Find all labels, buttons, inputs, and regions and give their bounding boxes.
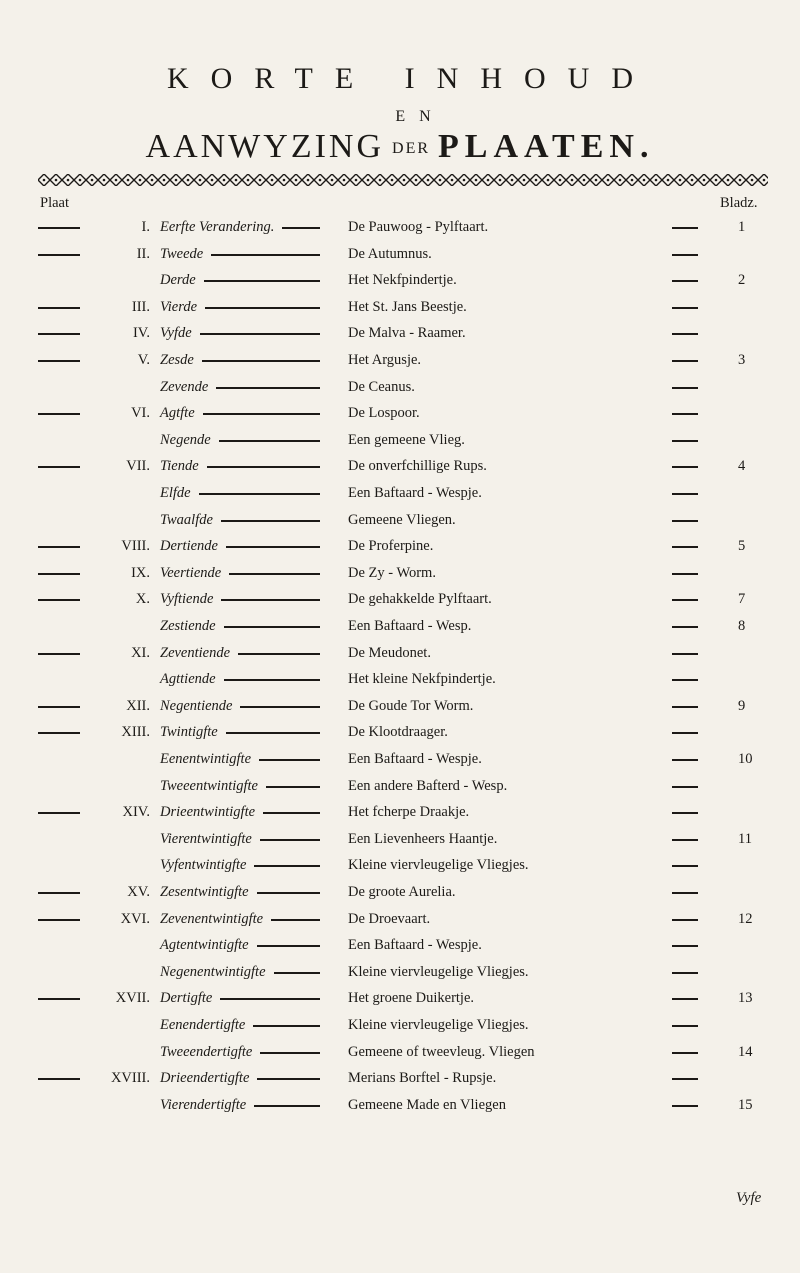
plaat-dash xyxy=(38,227,80,229)
plaat-dash xyxy=(38,1078,80,1080)
stage-name: Drieendertigfte xyxy=(160,1070,250,1087)
contents-row xyxy=(0,747,800,772)
stage-name: Twintigfte xyxy=(160,724,218,741)
contents-row xyxy=(0,268,800,293)
stage-name: Vyftiende xyxy=(160,591,214,608)
subject-text: De Lospoor. xyxy=(348,405,420,422)
contents-row xyxy=(0,1093,800,1118)
name-dash xyxy=(226,546,320,548)
subject-text: Merians Borftel - Rupsje. xyxy=(348,1070,497,1087)
column-header-bladz: Bladz. xyxy=(720,195,758,211)
name-dash xyxy=(257,945,320,947)
subject-text: Kleine viervleugelige Vliegjes. xyxy=(348,963,529,980)
stage-name: Vyfentwintigfte xyxy=(160,857,247,874)
subject-text: De Klootdraager. xyxy=(348,724,448,741)
subject-text: De Ceanus. xyxy=(348,378,415,395)
subject-text: Het Nekfpindertje. xyxy=(348,272,457,289)
subject-text: Het groene Duikertje. xyxy=(348,990,475,1007)
title-plaaten-word: PLAATEN. xyxy=(438,128,655,165)
plate-number: XIII. xyxy=(121,724,150,741)
name-dash xyxy=(205,307,320,309)
stage-name: Vierde xyxy=(160,298,198,315)
page-dash xyxy=(672,1025,698,1027)
plate-number: II. xyxy=(136,245,150,262)
subject-text: Een gemeene Vlieg. xyxy=(348,431,465,448)
page-number: 12 xyxy=(738,910,753,927)
name-dash xyxy=(220,998,320,1000)
page-number: 11 xyxy=(738,830,752,847)
stage-name: Drieentwintigfte xyxy=(160,804,256,821)
name-dash xyxy=(216,387,320,389)
subject-text: De Proferpine. xyxy=(348,538,434,555)
title-aanwyzing xyxy=(0,128,800,166)
page-dash xyxy=(672,599,698,601)
plaat-dash xyxy=(38,653,80,655)
page-number: 3 xyxy=(738,352,746,368)
column-header-row xyxy=(0,191,800,216)
contents-row xyxy=(0,375,800,400)
stage-name: Vierendertigfte xyxy=(160,1096,247,1113)
page-dash xyxy=(672,865,698,867)
stage-name: Agttiende xyxy=(160,671,216,688)
subject-text: De gehakkelde Pylftaart. xyxy=(348,591,492,608)
page-dash xyxy=(672,227,698,229)
plaat-dash xyxy=(38,812,80,814)
page-dash xyxy=(672,254,698,256)
page-dash xyxy=(672,307,698,309)
stage-name: Dertigfte xyxy=(160,990,213,1007)
stage-name: Zesentwintigfte xyxy=(160,884,249,900)
page-dash xyxy=(672,972,698,974)
plate-number: IV. xyxy=(132,325,150,342)
page-dash xyxy=(672,387,698,389)
page-dash xyxy=(672,573,698,575)
name-dash xyxy=(253,1025,320,1027)
stage-name: Zevende xyxy=(160,378,209,395)
subject-text: Gemeene Made en Vliegen xyxy=(348,1096,506,1113)
subject-text: Gemeene of tweevleug. Vliegen xyxy=(348,1043,535,1060)
page-dash xyxy=(672,759,698,761)
plate-number: X. xyxy=(135,591,150,608)
contents-row xyxy=(0,428,800,453)
subject-text: De Droevaart. xyxy=(348,910,431,927)
contents-row xyxy=(0,827,800,852)
name-dash xyxy=(257,892,320,894)
page-dash xyxy=(672,786,698,788)
subject-text: De Zy - Worm. xyxy=(348,564,436,581)
name-dash xyxy=(254,1105,320,1107)
subject-text: Een Baftaard - Wespje. xyxy=(348,485,482,501)
stage-name: Zevenentwintigfte xyxy=(160,910,264,927)
stage-name: Elfde xyxy=(160,485,191,501)
name-dash xyxy=(204,280,320,282)
plate-number: VII. xyxy=(126,458,150,475)
subject-text: Een Baftaard - Wespje. xyxy=(348,937,482,954)
name-dash xyxy=(219,440,320,442)
page-dash xyxy=(672,653,698,655)
subject-text: De Goude Tor Worm. xyxy=(348,697,474,714)
name-dash xyxy=(260,839,320,841)
contents-row xyxy=(0,933,800,958)
stage-name: Zeventiende xyxy=(160,644,231,661)
page-dash xyxy=(672,998,698,1000)
contents-row xyxy=(0,853,800,878)
title-aanwyzing-word: AANWYZING xyxy=(145,128,385,165)
page-dash xyxy=(672,280,698,282)
contents-row xyxy=(0,242,800,267)
page-number: 9 xyxy=(738,697,746,714)
subject-text: De groote Aurelia. xyxy=(348,884,456,900)
page-dash xyxy=(672,440,698,442)
subject-text: Een Baftaard - Wespje. xyxy=(348,751,482,767)
plate-number: I. xyxy=(141,219,150,235)
subject-text: Het kleine Nekfpindertje. xyxy=(348,671,496,688)
subject-text: De Malva - Raamer. xyxy=(348,325,466,342)
plate-number: XVI. xyxy=(120,910,150,927)
stage-name: Negentiende xyxy=(160,697,233,714)
name-dash xyxy=(257,1078,320,1080)
plate-number: XI. xyxy=(131,644,150,661)
stage-name: Tweeentwintigfte xyxy=(160,777,258,794)
name-dash xyxy=(274,972,320,974)
page-dash xyxy=(672,493,698,495)
name-dash xyxy=(229,573,320,575)
page-dash xyxy=(672,546,698,548)
name-dash xyxy=(211,254,320,256)
contents-row xyxy=(0,986,800,1011)
stage-name: Vyfde xyxy=(160,325,192,342)
subject-text: De Autumnus. xyxy=(348,245,432,262)
contents-row xyxy=(0,1013,800,1038)
stage-name: Eerfte Verandering. xyxy=(160,219,275,235)
contents-row xyxy=(0,694,800,719)
name-dash xyxy=(221,520,320,522)
contents-row xyxy=(0,1040,800,1065)
plaat-dash xyxy=(38,333,80,335)
page-dash xyxy=(672,812,698,814)
page-number: 1 xyxy=(738,219,746,235)
contents-row xyxy=(0,321,800,346)
plate-number: V. xyxy=(137,352,150,368)
name-dash xyxy=(224,626,320,628)
plaat-dash xyxy=(38,466,80,468)
name-dash xyxy=(260,1052,320,1054)
stage-name: Agtfte xyxy=(160,405,195,422)
contents-row xyxy=(0,614,800,639)
page-dash xyxy=(672,360,698,362)
plate-number: XV. xyxy=(127,884,150,900)
stage-name: Eenendertigfte xyxy=(160,1017,246,1033)
name-dash xyxy=(282,227,320,229)
page-dash xyxy=(672,1052,698,1054)
page-dash xyxy=(672,466,698,468)
contents-row xyxy=(0,295,800,320)
stage-name: Tweede xyxy=(160,245,204,262)
stage-name: Twaalfde xyxy=(160,511,213,528)
plate-number: VI. xyxy=(131,405,150,422)
page-dash xyxy=(672,839,698,841)
plaat-dash xyxy=(38,599,80,601)
page-dash xyxy=(672,1078,698,1080)
plaat-dash xyxy=(38,892,80,894)
page-dash xyxy=(672,679,698,681)
name-dash xyxy=(207,466,320,468)
plate-number: VIII. xyxy=(121,538,150,555)
plaat-dash xyxy=(38,254,80,256)
stage-name: Derde xyxy=(160,272,196,289)
ornament-border xyxy=(38,174,768,186)
name-dash xyxy=(271,919,320,921)
contents-row xyxy=(0,215,800,240)
name-dash xyxy=(254,865,320,867)
page-dash xyxy=(672,520,698,522)
name-dash xyxy=(224,679,320,681)
name-dash xyxy=(203,413,320,415)
page-number: 13 xyxy=(738,990,753,1007)
stage-name: Tweeendertigfte xyxy=(160,1043,253,1060)
page-dash xyxy=(672,892,698,894)
contents-row xyxy=(0,907,800,932)
page-dash xyxy=(672,333,698,335)
subject-text: De Pauwoog - Pylftaart. xyxy=(348,219,489,235)
title-korte-inhoud: KORTE INHOUD xyxy=(166,62,655,95)
plaat-dash xyxy=(38,307,80,309)
subject-text: Een andere Bafterd - Wesp. xyxy=(348,777,508,794)
stage-name: Zesde xyxy=(160,352,194,368)
subject-text: Gemeene Vliegen. xyxy=(348,511,456,528)
contents-row xyxy=(0,960,800,985)
contents-row xyxy=(0,774,800,799)
plaat-dash xyxy=(38,413,80,415)
name-dash xyxy=(266,786,320,788)
subject-text: Het fcherpe Draakje. xyxy=(348,804,470,821)
name-dash xyxy=(199,493,320,495)
subject-text: De Meudonet. xyxy=(348,644,431,661)
subject-text: Een Baftaard - Wesp. xyxy=(348,618,472,634)
page-number: 5 xyxy=(738,538,746,555)
page-number: 15 xyxy=(738,1096,753,1113)
name-dash xyxy=(238,653,320,655)
catchword: Vyfe xyxy=(736,1190,762,1206)
stage-name: Negende xyxy=(160,431,211,448)
contents-row xyxy=(0,800,800,825)
plate-number: XIV. xyxy=(122,804,150,821)
stage-name: Tiende xyxy=(160,458,199,475)
name-dash xyxy=(200,333,320,335)
stage-name: Agtentwintigfte xyxy=(160,937,249,954)
subject-text: Het St. Jans Beestje. xyxy=(348,298,467,315)
title-der-word: DER xyxy=(392,140,431,158)
contents-row xyxy=(0,401,800,426)
contents-row xyxy=(0,1066,800,1091)
subject-text: Een Lievenheers Haantje. xyxy=(348,830,498,847)
contents-row xyxy=(0,534,800,559)
contents-row xyxy=(0,561,800,586)
contents-row xyxy=(0,880,800,905)
plate-number: III. xyxy=(131,298,150,315)
page-dash xyxy=(672,626,698,628)
page-number: 10 xyxy=(738,751,753,767)
page-dash xyxy=(672,706,698,708)
stage-name: Vierentwintigfte xyxy=(160,830,252,847)
name-dash xyxy=(240,706,320,708)
page-dash xyxy=(672,413,698,415)
contents-row xyxy=(0,667,800,692)
name-dash xyxy=(226,732,320,734)
subject-text: De onverfchillige Rups. xyxy=(348,458,487,475)
page-number: 7 xyxy=(738,591,746,608)
page-number: 8 xyxy=(738,618,746,634)
page-dash xyxy=(672,945,698,947)
plaat-dash xyxy=(38,573,80,575)
plaat-dash xyxy=(38,546,80,548)
title-en: EN xyxy=(395,108,445,125)
name-dash xyxy=(202,360,320,362)
contents-row xyxy=(0,720,800,745)
contents-row xyxy=(0,508,800,533)
plaat-dash xyxy=(38,706,80,708)
plaat-dash xyxy=(38,360,80,362)
plaat-dash xyxy=(38,998,80,1000)
contents-row xyxy=(0,587,800,612)
contents-row xyxy=(0,454,800,479)
contents-row xyxy=(0,348,800,373)
page-dash xyxy=(672,732,698,734)
stage-name: Eenentwintigfte xyxy=(160,751,252,767)
column-header-plaat: Plaat xyxy=(40,195,69,211)
plate-number: IX. xyxy=(131,564,150,581)
page-dash xyxy=(672,1105,698,1107)
stage-name: Veertiende xyxy=(160,564,222,581)
stage-name: Zestiende xyxy=(160,618,216,634)
subject-text: Kleine viervleugelige Vliegjes. xyxy=(348,857,529,874)
plaat-dash xyxy=(38,919,80,921)
plate-number: XVIII. xyxy=(110,1070,150,1087)
contents-row xyxy=(0,641,800,666)
plate-number: XVII. xyxy=(115,990,150,1007)
subject-text: Het Argusje. xyxy=(348,352,422,368)
page-number: 4 xyxy=(738,458,746,475)
name-dash xyxy=(263,812,320,814)
name-dash xyxy=(259,759,320,761)
page-number: 2 xyxy=(738,272,746,289)
plaat-dash xyxy=(38,732,80,734)
plate-number: XII. xyxy=(126,697,150,714)
name-dash xyxy=(221,599,320,601)
stage-name: Negenentwintigfte xyxy=(160,963,266,980)
page-dash xyxy=(672,919,698,921)
stage-name: Dertiende xyxy=(160,538,218,555)
page-number: 14 xyxy=(738,1043,753,1060)
contents-row xyxy=(0,481,800,506)
subject-text: Kleine viervleugelige Vliegjes. xyxy=(348,1017,529,1033)
